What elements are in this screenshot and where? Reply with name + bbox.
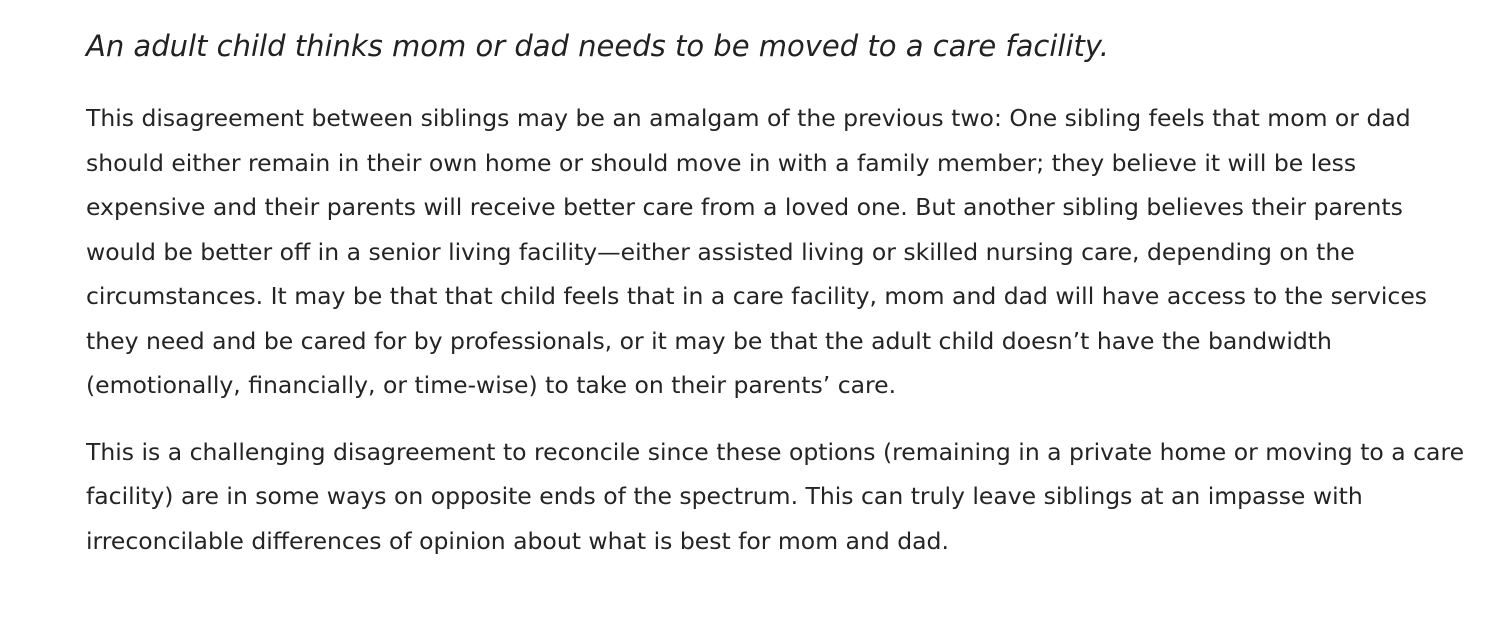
paragraph-challenging-reconcile: This is a challenging disagreement to reconcile since these options (remaining in a private home or moving to a care facility) are in some ways on opposite ends of the spectrum. This can truly leave siblings at an impasse with irreconcilable differences of opinion about what is best for mom and dad. <box>86 437 1465 555</box>
paragraph-disagreement-description: This disagreement between siblings may be an amalgam of the previous two: One sibling feels that mom or dad should either remain in their own home or should move in with a family member; they believe it will be less expensive and their parents will receive better care from a loved one. But another sibling believes their parents would be better off in a senior living facility—either assisted living or skilled nursing care, depending on the circumstances. It may be that that child feels that in a care facility, mom and dad will have access to the services they need and be cared for by professionals, or it may be that the adult child doesn’t have the bandwidth (emotionally, financially, or time-wise) to take on their parents’ care. <box>86 104 1428 399</box>
article-body <box>86 24 1476 585</box>
section-subheading: An adult child thinks mom or dad needs to be moved to a care facility. <box>86 29 1110 63</box>
